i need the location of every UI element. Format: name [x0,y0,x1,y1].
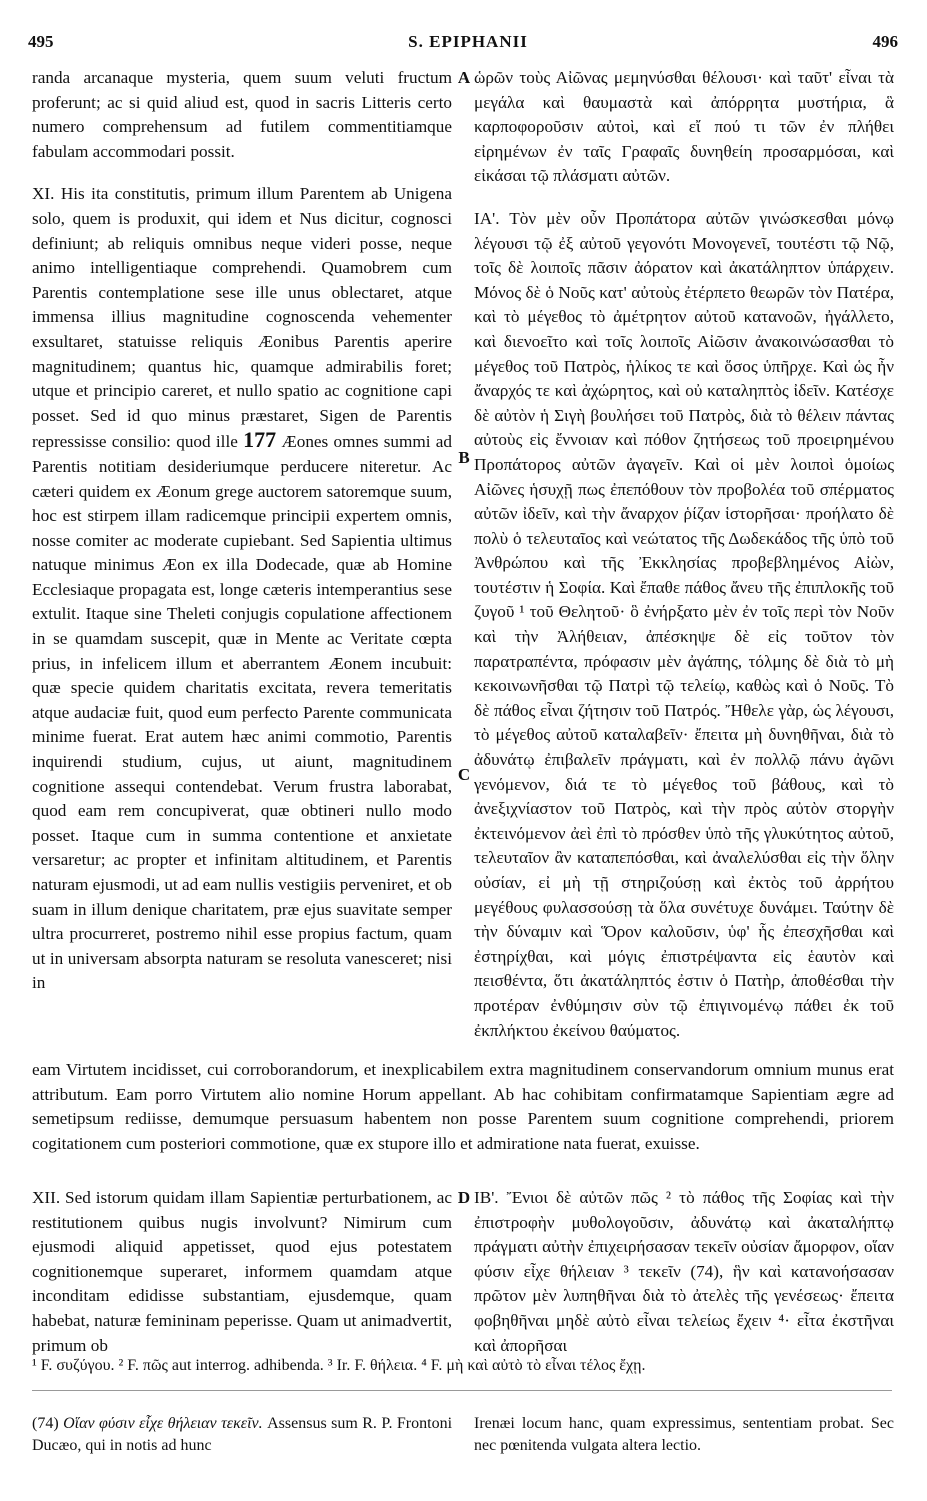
running-title: S. EPIPHANII [408,32,528,51]
endnote-left-text: Assensus sum R. P. Frontoni Ducæo, qui in notis ad hunc [32,1415,453,1454]
endnote-right-text: Irenæi locum hanc, quam expressimus, sententiam probat. Sec nec pœnitenda vulgata altera lectio. [474,1415,894,1454]
inline-page-number: 177 [243,427,277,453]
latin-paragraph-2b: Æones omnes summi ad Parentis notitiam desideriumque perducere niteretur. Ac cæteri quidem ex Æonum grege auctorem satoremque suum, hoc est stirpem illam radicemque principii expertem omnis, nosse comiter ac moderate cupiebant. Sed Sapientia ultimus natuque minimus Æon ex illa Dodecade, quæ ab Homine Ecclesiaque propagata est, longe cæteris intemperantius sese extulit. Itaque sine Theleti conjugis copulatione affectionem in se quamdam suscepit, quæ in Mente ac Veritate cœpta prius, in infelicem illum et aberrantem Æonem incubuit: quæ specie quidem charitatis excitata, revera temeritatis atque audaciæ fuit, quod eum perfecto Parente communicata minime fuerat. Erat autem hæc animi commotio, Parentis inquirendi studium, cujus, ut aiunt, magnitudinem cognitione assequi contendebat. Verum frustra laborabat, quod eam rem concupiverat, quæ obtineri nullo modo posset. Itaque cum in summa contentione et anxietate versaretur; ac propter et infinitam altitudinem, et Parentis naturam ejusmodi, ut ad eam nullis vestigiis perveniret, et ob suam in illum denique charitatem, præ ejus suavitate semper ultra procurreret, postremo nihil esse propius factum, quam ut in universam absorpta naturam se resoluta vanesceret; nisi in [32,432,452,993]
greek-column-lower [474,1186,894,1358]
greek-paragraph-2: ΙΑ'. Τὸν μὲν οὖν Προπάτορα αὐτῶν γινώσκεσθαι μόνῳ λέγουσι τῷ ἐξ αὐτοῦ γεγονότι Μονογενεῖ, τουτέστι τῷ Νῷ, τοῖς δὲ λοιποῖς πᾶσιν ἀόρατον καὶ ἀκατάληπτον ὑπάρχειν. Μόνος δὲ ὁ Νοῦς κατ' αὐτοὺς ἐτέρπετο θεωρῶν τὸν Πατέρα, καὶ τὸ μέγεθος τὸ ἀμέτρητον αὐτοῦ κατανοῶν, ἠγάλλετο, καὶ διενοεῖτο καὶ τοῖς λοιποῖς Αἰῶσιν ἀνακοινώσασθαι τὸ μέγεθος τοῦ Πατρὸς, ἡλίκος τε καὶ ὅσος ὑπῆρχε. Καὶ ὡς ἦν ἄναρχός τε καὶ ἀχώρητος, καὶ οὐ καταληπτὸς ἰδεῖν. Κατέσχε δὲ αὐτὸν ἡ Σιγὴ βουλήσει τοῦ Πατρὸς, διὰ τὸ θέλειν πάντας αὐτοὺς εἰς ἔννοιαν καὶ πόθον ζητήσεως τοῦ προειρημένου Προπάτορος αὐτῶν ἀγαγεῖν. Καὶ οἱ μὲν λοιποὶ ὁμοίως Αἰῶνες ἡσυχῇ πως ἐπεπόθουν τὸν προβολέα τοῦ σπέρματος αὐτῶν ἰδεῖν, καὶ τὴν ἄναρχον ῥίζαν ἱστορῆσαι· προήλατο δὲ πολὺ ὁ τελευταῖος καὶ νεώτατος τῆς Δωδεκάδος τῆς ὑπὸ τοῦ Ἀνθρώπου καὶ τῆς Ἐκκλησίας προβεβλημένος Αἰὼν, τουτέστιν ἡ Σοφία. Καὶ ἔπαθε πάθος ἄνευ τῆς ἐπιπλοκῆς τοῦ ζυγοῦ ¹ τοῦ Θελητοῦ· ὃ ἐνήρξατο μὲν ἐν τοῖς περὶ τὸν Νοῦν καὶ τὴν Ἀλήθειαν, ἀπέσκηψε δὲ εἰς τοῦτον τὸν παρατραπέντα, πρόφασιν μὲν ἀγάπης, τόλμης δὲ διὰ τὸ μὴ κεκοινωνῆσθαι τῷ Πατρὶ τῷ τελείῳ, καθὼς καὶ ὁ Νοῦς. Τὸ δὲ πάθος εἶναι ζήτησιν τοῦ Πατρός. Ἤθελε γὰρ, ὡς λέγουσι, τὸ μέγεθος αὐτοῦ καταλαβεῖν· ἔπειτα μὴ δυνηθῆναι, διὰ τὸ ἀδυνάτῳ ἐπιβαλεῖν πράγματι, καὶ ἐν πολλῷ πάνυ ἀγῶνι γενόμενον, διά τε τὸ μέγεθος τοῦ βάθους, καὶ τὸ ἀνεξιχνίαστον τοῦ Πατρὸς, καὶ τὴν πρὸς αὐτὸν στοργὴν ἐκτεινόμενον ἀεὶ ἐπὶ τὸ πρόσθεν ὑπὸ τῆς γλυκύτητος αὐτοῦ, τελευταῖον ἂν καταπεπόσθαι, καὶ ἀναλελύσθαι εἰς τὴν ὅλην οὐσίαν, εἰ μὴ τῇ στηριζούσῃ καὶ ἐκτὸς τοῦ ἀρρήτου μεγέθους φυλασσούσῃ τὰ ὅλα συνέτυχε δυνάμει. Ταύτην δὲ τὴν δύναμιν καὶ Ὅρον καλοῦσιν, ὑφ' ἧς ἐπεσχῆσθαι καὶ ἐστηρίχθαι, καὶ μόγις ἐπιστρέψαντα εἰς ἑαυτὸν καὶ πεισθέντα, ὅτι ἀκατάληπτός ἐστιν ὁ Πατὴρ, ἀποθέσθαι τὴν προτέραν ἐνθύμησιν σὺν τῷ ἐπιγινομένῳ πάθει ἐκ τοῦ ἐκπλήκτου ἐκείνου θαύματος. [474,208,894,1040]
latin-wide-text: eam Virtutem incidisset, cui corroborandorum, et inexplicabilem extra magnitudinem conservandorum omnium munus erat attributum. Eam porro Virtutem alio nomine Horum appellant. Ab hac cohibitam confirmatamque Sapientiam ægre ad semetipsum rediisse, demumque persuasum habentem non posse Parentem suum cognitione comprehendi, priorem cogitationem cum posteriori commotione, quæ ex stupore illo et admiratione nata fuerat, exuisse. [32,1060,894,1153]
greek-paragraph-3: ΙΒ'. Ἔνιοι δὲ αὐτῶν πῶς ² τὸ πάθος τῆς Σοφίας καὶ τὴν ἐπιστροφὴν μυθολογοῦσιν, ἀδυνάτῳ καὶ ἀκαταλήπτῳ πράγματι αὐτὴν ἐπιχειρήσασαν τεκεῖν οὐσίαν ἄμορφον, οἵαν φύσιν εἶχε θήλειαν ³ τεκεῖν (74), ἣν καὶ κατανοήσασαν πρῶτον μὲν λυπηθῆναι διὰ τὸ ἀτελὲς τῆς γενέσεως· ἔπειτα φοβηθῆναι μηδὲ αὐτὸ εἶναι τελείως ἔχειν ⁴· εἶτα ἐκστῆναι καὶ ἀπορῆσαι [474,1188,894,1355]
latin-column-lower [32,1186,452,1358]
footnotes: ¹ F. συζύγου. ² F. πῶς aut interrog. adhibenda. ³ Ir. F. θήλεια. ⁴ F. μὴ καὶ αὐτὸ τὸ εἶναι τέλος ἔχῃ. [32,1357,646,1374]
page-number-left: 495 [28,32,54,51]
greek-column [474,66,894,1043]
margin-letter-a: A [457,68,471,87]
footnote-divider [32,1390,892,1391]
margin-letter-b: B [458,448,470,467]
latin-paragraph-2 [32,182,452,996]
endnote-right [474,1413,894,1457]
latin-paragraph-2a: XI. His ita constitutis, primum illum Parentem ab Unigena solo, quem is produxit, qui idem et Nus dicitur, cognosci definiunt; ab reliquis omnibus neque videri posse, neque animo intelligentiaque comprehendi. Quamobrem cum Parentis contemplatione sese ille unus oblectaret, atque immensa illius magnitudine cognoscenda vehementer exsultaret, statuisse reliquis Æonibus Parentis aperire magnitudinem; quantus hic, quamque admirabilis foret; utque et principio careret, et nullo spatio ac cognitione capi posset. Sed id quo minus præstaret, Sigen de Parentis repressisse consilio: quod ille [32,184,452,452]
endnote-number: (74) [32,1415,59,1432]
margin-letter-d: D [457,1188,471,1207]
latin-paragraph-1: randa arcanaque mysteria, quem suum veluti fructum proferunt; ac si quid aliud est, quod in sacris Litteris certo numero comprehensum ad futilem commentitiamque fabulam accommodari possit. [32,68,452,161]
latin-wide-continuation [32,1058,894,1156]
endnote-quote: Οἵαν φύσιν εἶχε θήλειαν τεκεῖν. [63,1415,263,1432]
latin-paragraph-3: XII. Sed istorum quidam illam Sapientiæ perturbationem, ac restitutionem quibus nugis involvunt? Nimirum cum ejusmodi aliquid appetisset, quod ejus potestatem cognitionemque superaret, informem quamdam atque inconditam edidisse substantiam, ejusdemque, quam habebat, naturæ femininam peperisse. Quam ut animadvertit, primum ob [32,1188,452,1355]
margin-letter-c: C [457,765,471,784]
page-header [28,26,898,62]
page-number-right: 496 [872,32,898,51]
greek-paragraph-1: ὡρῶν τοὺς Αἰῶνας μεμηνύσθαι θέλουσι· καὶ ταῦτ' εἶναι τὰ μεγάλα καὶ θαυμαστὰ καὶ ἀπόρρητα μυστήρια, ἃ καρποφοροῦσιν αὐτοὶ, καὶ εἴ πού τι τῶν ἐν πλήθει εἰρημένων ἐν ταῖς Γραφαῖς δυνηθείη προσαρμόσαι, καὶ εἰκάσαι τῷ πλάσματι αὐτῶν. [474,68,894,186]
latin-column [32,66,452,996]
endnote-left [32,1413,452,1457]
